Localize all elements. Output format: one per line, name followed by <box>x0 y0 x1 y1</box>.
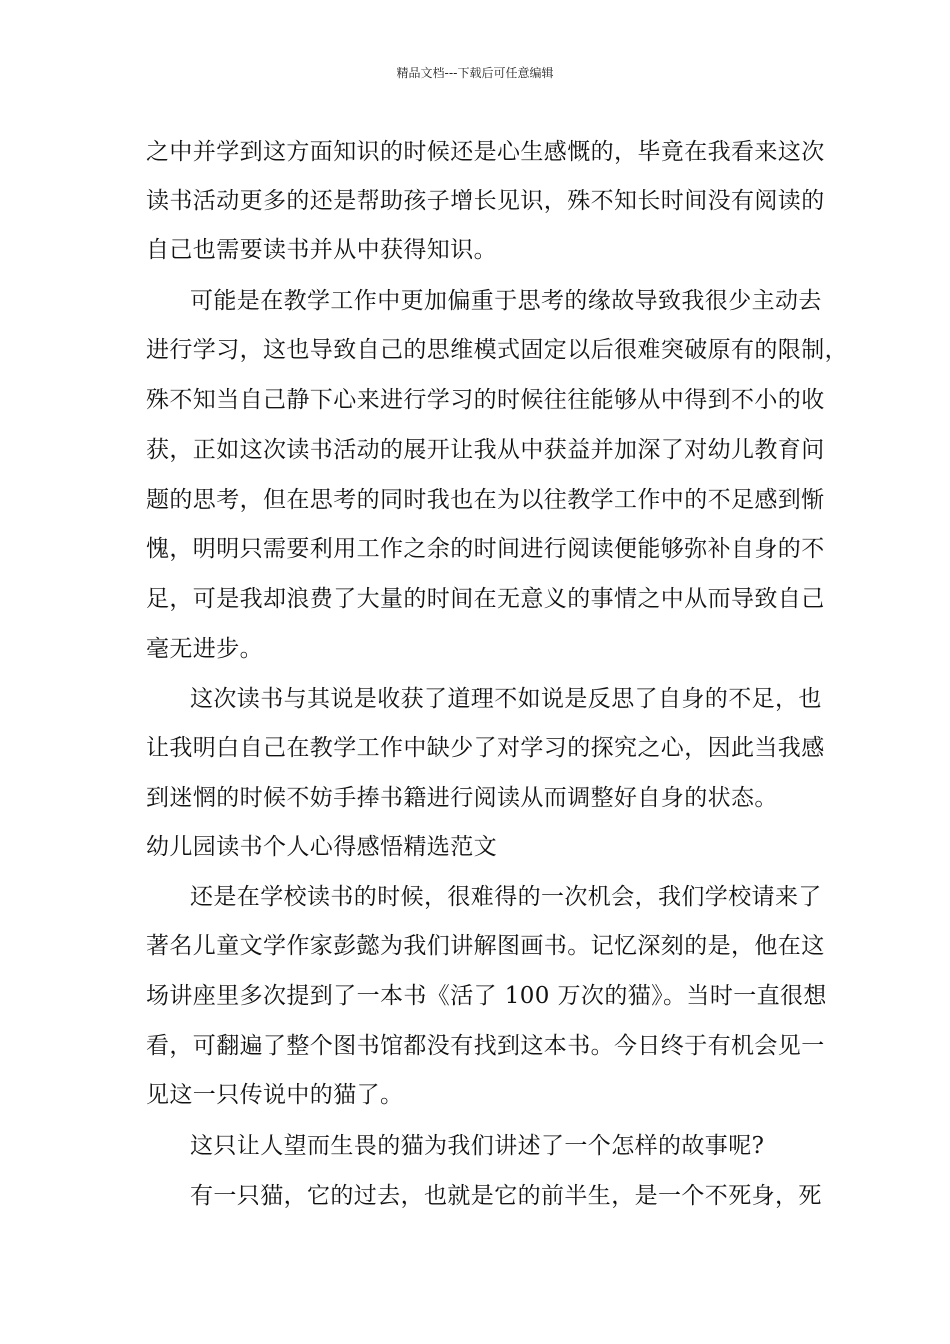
text-line: 到迷惘的时候不妨手捧书籍进行阅读从而调整好自身的状态。 <box>146 785 778 811</box>
section-title: 幼儿园读书个人心得感悟精选范文 <box>146 834 497 860</box>
text-line: 自己也需要读书并从中获得知识。 <box>146 237 497 263</box>
text-line: 看，可翻遍了整个图书馆都没有找到这本书。今日终于有机会见一 <box>146 1033 825 1059</box>
text-line: 见这一只传说中的猫了。 <box>146 1082 404 1108</box>
paragraph-first-line: 这只让人望而生畏的猫为我们讲述了一个怎样的故事呢? <box>190 1133 765 1159</box>
text-line: 足，可是我却浪费了大量的时间在无意义的事情之中从而导致自己 <box>146 586 825 612</box>
text-line: 愧，明明只需要利用工作之余的时间进行阅读便能够弥补自身的不 <box>146 536 825 562</box>
text-line: 让我明白自己在教学工作中缺少了对学习的探究之心，因此当我感 <box>146 735 825 761</box>
text-line: 获，正如这次读书活动的展开让我从中获益并加深了对幼儿教育问 <box>146 437 825 463</box>
text-line: 殊不知当自己静下心来进行学习的时候往往能够从中得到不小的收 <box>146 387 825 413</box>
text-line: 读书活动更多的还是帮助孩子增长见识，殊不知长时间没有阅读的 <box>146 188 825 214</box>
text-line: 著名儿童文学作家彭懿为我们讲解图画书。记忆深刻的是，他在这 <box>146 933 825 959</box>
text-line: 场讲座里多次提到了一本书《活了 100 万次的猫》。当时一直很想 <box>146 983 827 1009</box>
text-line: 之中并学到这方面知识的时候还是心生感慨的，毕竟在我看来这次 <box>146 139 825 165</box>
text-line: 进行学习，这也导致自己的思维模式固定以后很难突破原有的限制， <box>146 337 848 363</box>
text-line: 题的思考，但在思考的同时我也在为以往教学工作中的不足感到惭 <box>146 487 825 513</box>
paragraph-first-line: 有一只猫，它的过去，也就是它的前半生，是一个不死身，死 <box>190 1183 822 1209</box>
paragraph-first-line: 这次读书与其说是收获了道理不如说是反思了自身的不足，也 <box>190 686 822 712</box>
text-line: 毫无进步。 <box>146 636 263 662</box>
page-header: 精品文档---下载后可任意编辑 <box>396 66 554 80</box>
paragraph-first-line: 还是在学校读书的时候，很难得的一次机会，我们学校请来了 <box>190 884 822 910</box>
paragraph-first-line: 可能是在教学工作中更加偏重于思考的缘故导致我很少主动去 <box>190 288 822 314</box>
